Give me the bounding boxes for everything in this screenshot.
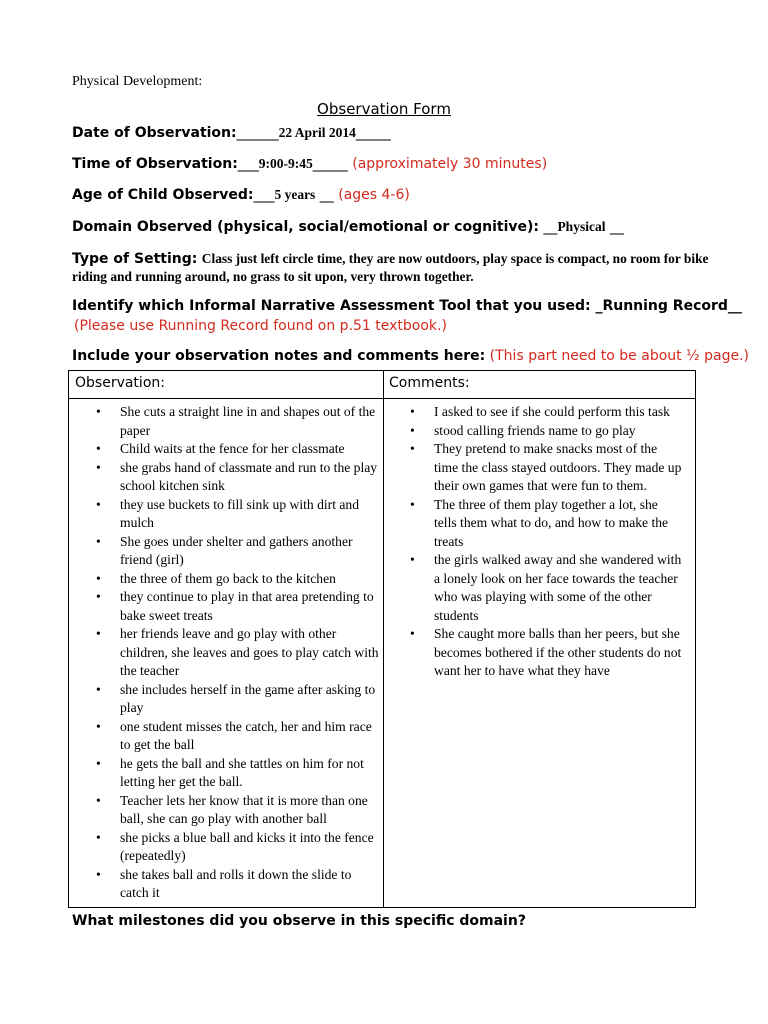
observation-item: • her friends leave and go play with other children, she leaves and goes to play catch with the teacher xyxy=(69,625,383,681)
notes-label: Include your observation notes and comments here: xyxy=(72,348,486,364)
tool-field xyxy=(72,298,742,314)
observation-item: • Child waits at the fence for her classmate xyxy=(69,440,383,459)
setting-field xyxy=(72,250,712,286)
notes-field xyxy=(72,348,749,364)
domain-label: Domain Observed (physical, social/emotional or cognitive): xyxy=(72,219,539,235)
observation-item: • she grabs hand of classmate and run to the play school kitchen sink xyxy=(69,459,383,496)
observation-item: • they continue to play in that area pretending to bake sweet treats xyxy=(69,588,383,625)
notes-note: (This part need to be about ½ page.) xyxy=(489,348,749,364)
observation-item: • the three of them go back to the kitchen xyxy=(69,570,383,589)
observation-item: • She cuts a straight line in and shapes out of the paper xyxy=(69,403,383,440)
comments-header: Comments: xyxy=(383,371,695,399)
form-title: Observation Form xyxy=(317,100,451,118)
date-field xyxy=(72,125,391,141)
observation-item: • she includes herself in the game after asking to play xyxy=(69,681,383,718)
age-value: 5 years xyxy=(274,187,316,202)
observation-item: • She goes under shelter and gathers another friend (girl) xyxy=(69,533,383,570)
date-label: Date of Observation: xyxy=(72,125,237,141)
tool-note: (Please use Running Record found on p.51 textbook.) xyxy=(74,318,447,334)
age-note: (ages 4-6) xyxy=(338,187,410,203)
time-value: 9:00-9:45 xyxy=(258,156,313,171)
observation-item: • they use buckets to fill sink up with dirt and mulch xyxy=(69,496,383,533)
comment-item: • They pretend to make snacks most of the time the class stayed outdoors. They made up their own games that were fun to them. xyxy=(383,440,683,496)
comment-item: • The three of them play together a lot, she tells them what to do, and how to make the treats xyxy=(383,496,683,552)
domain-field xyxy=(72,219,624,235)
time-label: Time of Observation: xyxy=(72,156,238,172)
time-field xyxy=(72,156,547,172)
comment-item: • stood calling friends name to go play xyxy=(383,422,683,441)
time-post: _____ xyxy=(312,156,348,172)
comment-item: • She caught more balls than her peers, but she becomes bothered if the other students do not want her to have what they have xyxy=(383,625,683,681)
observation-item: • one student misses the catch, her and him race to get the ball xyxy=(69,718,383,755)
date-value: 22 April 2014 xyxy=(278,125,356,140)
tool-label: Identify which Informal Narrative Assessment Tool that you used: xyxy=(72,298,591,314)
observation-item: • Teacher lets her know that it is more than one ball, she can go play with another ball xyxy=(69,792,383,829)
age-post: __ xyxy=(315,187,334,203)
date-pre: ______ xyxy=(236,125,279,141)
time-note: (approximately 30 minutes) xyxy=(352,156,548,172)
observation-item: • she takes ball and rolls it down the slide to catch it xyxy=(69,866,383,903)
comments-list xyxy=(383,403,683,681)
observation-header: Observation: xyxy=(69,371,383,399)
setting-label: Type of Setting: xyxy=(72,251,198,267)
age-label: Age of Child Observed: xyxy=(72,187,254,203)
observation-item: • he gets the ball and she tattles on him for not letting her get the ball. xyxy=(69,755,383,792)
tool-value: _Running Record__ xyxy=(590,298,742,314)
observation-table xyxy=(68,370,696,908)
domain-value: Physical xyxy=(557,219,606,234)
comment-item: • I asked to see if she could perform this task xyxy=(383,403,683,422)
time-pre: ___ xyxy=(237,156,259,172)
observation-item: • she picks a blue ball and kicks it into the fence (repeatedly) xyxy=(69,829,383,866)
milestones-question: What milestones did you observe in this specific domain? xyxy=(72,913,526,929)
comment-item: • the girls walked away and she wandered with a lonely look on her face towards the teacher who was playing with some of the other students xyxy=(383,551,683,625)
section-heading: Physical Development: xyxy=(72,74,203,89)
domain-post: __ xyxy=(605,219,624,235)
domain-pre: __ xyxy=(538,219,558,235)
setting-value: Class just left circle time, they are now outdoors, play space is compact, no room for bike riding and running around, no grass to sit upon, very thrown together. xyxy=(72,251,709,284)
age-field xyxy=(72,187,410,203)
observation-list xyxy=(69,403,383,903)
date-post: _____ xyxy=(355,125,391,141)
age-pre: ___ xyxy=(253,187,275,203)
